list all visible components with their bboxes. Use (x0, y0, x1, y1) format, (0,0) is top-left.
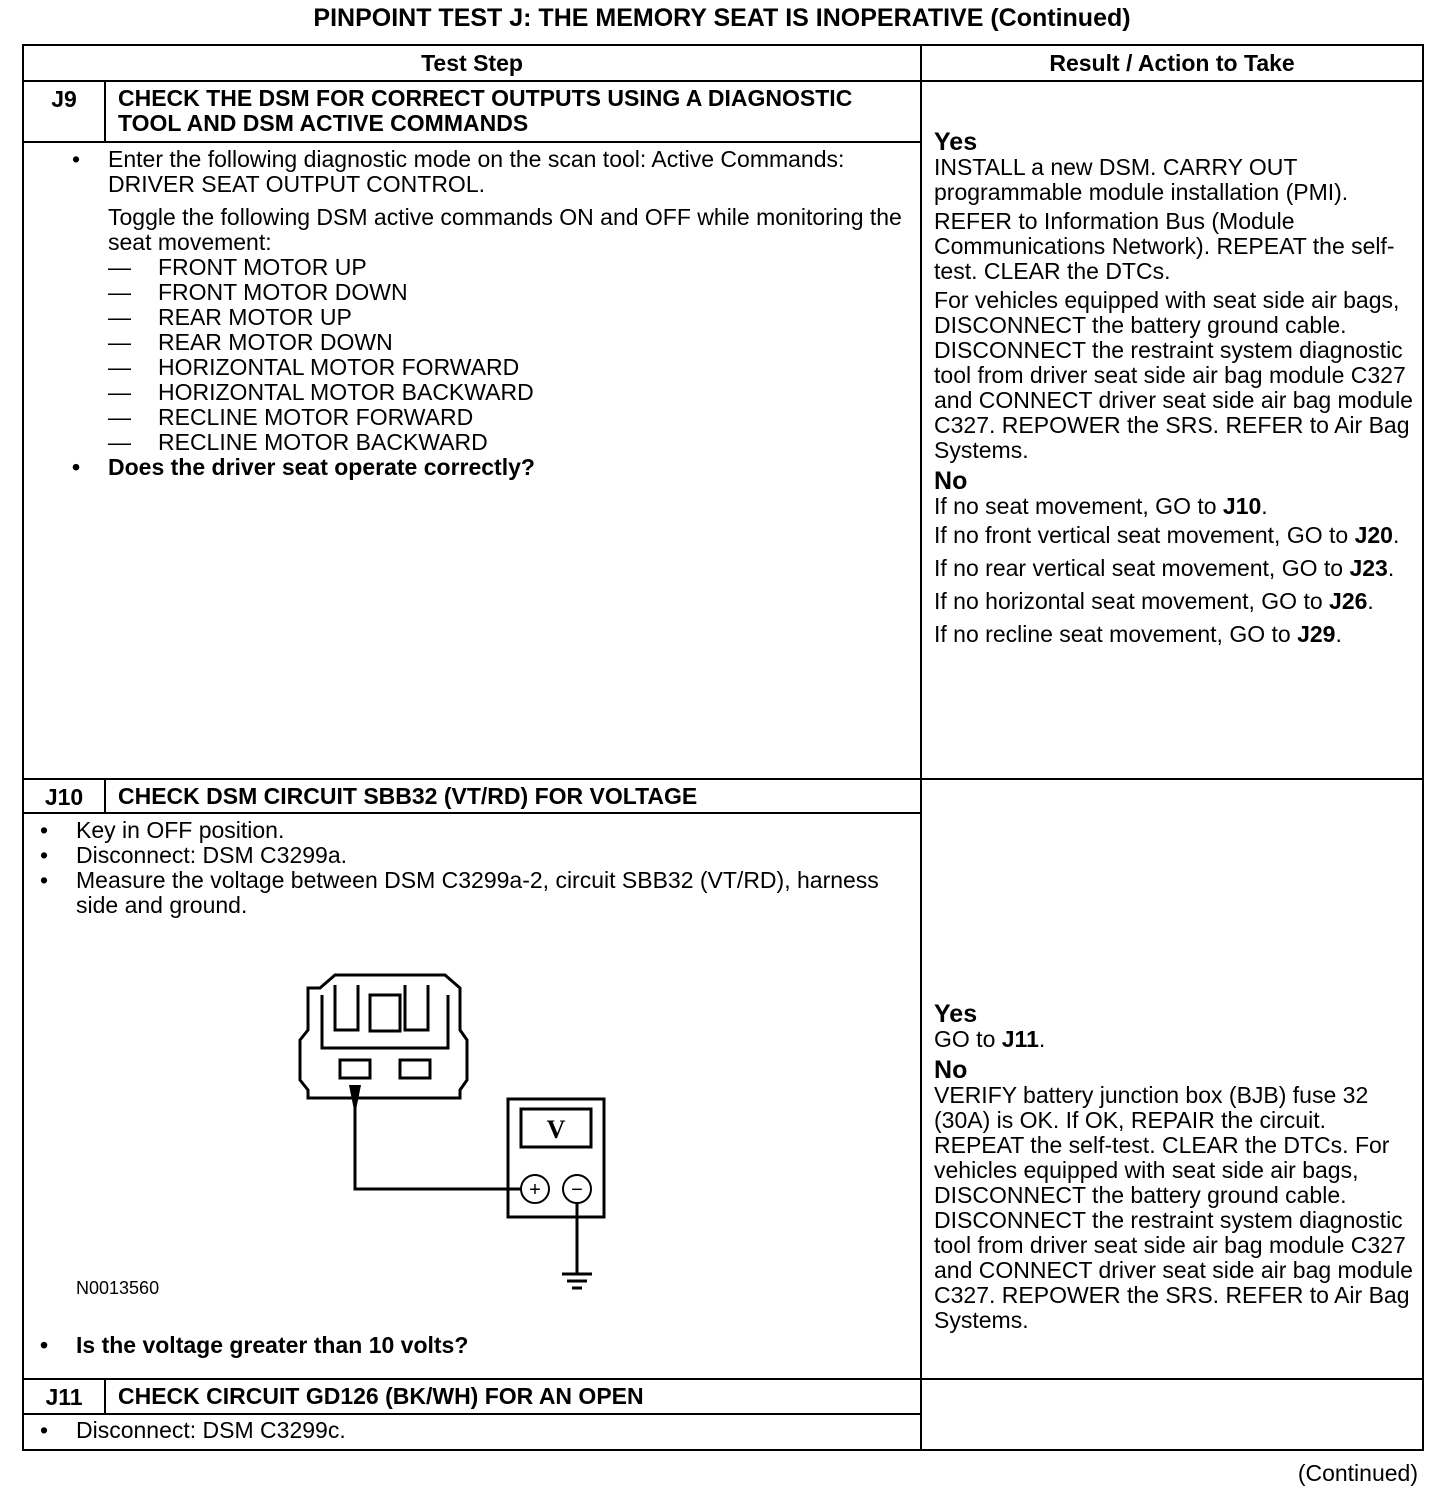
no-label: No (934, 1056, 968, 1084)
bullet-item: • Disconnect: DSM C3299c. (34, 1418, 910, 1443)
yes-item: GO to J11. (934, 1026, 1046, 1052)
bullet-item: • Enter the following diagnostic mode on the scan tool: Active Commands: DRIVER SEAT OUTPUT CONTROL. (66, 147, 910, 197)
step-title: CHECK DSM CIRCUIT SBB32 (VT/RD) FOR VOLTAGE (105, 779, 921, 813)
ground-icon (562, 1274, 592, 1288)
goto-link[interactable]: J23 (1349, 555, 1388, 581)
step-title: CHECK CIRCUIT GD126 (BK/WH) FOR AN OPEN (105, 1379, 921, 1414)
goto-link[interactable]: J10 (1222, 493, 1262, 519)
command-item: — REAR MOTOR UP (108, 305, 910, 330)
question: • Is the voltage greater than 10 volts? (34, 1333, 910, 1358)
command-item: — RECLINE MOTOR FORWARD (108, 405, 910, 430)
command-item: — FRONT MOTOR DOWN (108, 280, 910, 305)
command-item: — FRONT MOTOR UP (108, 255, 910, 280)
yes-label: Yes (934, 128, 978, 156)
step-id: J9 (23, 81, 105, 142)
no-item: If no horizontal seat movement, GO to J26. (934, 588, 1374, 614)
yes-label: Yes (934, 1000, 978, 1028)
step-id: J11 (23, 1379, 105, 1414)
no-label: No (934, 467, 968, 495)
instruction-para: Toggle the following DSM active commands ON and OFF while monitoring the seat movement: (108, 204, 902, 255)
goto-link[interactable]: J26 (1329, 588, 1368, 614)
continued-label: (Continued) (1297, 1460, 1418, 1486)
page-title: PINPOINT TEST J: THE MEMORY SEAT IS INOPERATIVE (Continued) (313, 4, 1131, 32)
yes-line: For vehicles equipped with seat side air bags, DISCONNECT the battery ground cable. DISCONNECT the restraint system diagnostic tool from driver seat side air bag module C327 and CONNECT driver seat side air bag module C327. REPOWER the SRS. REFER to Air Bag Systems. (934, 287, 1413, 463)
meter-label: V (546, 1115, 566, 1144)
command-item: — REAR MOTOR DOWN (108, 330, 910, 355)
yes-line: REFER to Information Bus (Module Communications Network). REPEAT the self-test. CLEAR the DTCs. (934, 208, 1395, 284)
no-item: If no front vertical seat movement, GO to J20. (934, 522, 1400, 548)
no-text: VERIFY battery junction box (BJB) fuse 32 (30A) is OK. If OK, REPAIR the circuit. REPEAT the self-test. CLEAR the DTCs. For vehicles equipped with seat side air bags, DISCONNECT the battery ground cable. DISCONNECT the restraint system diagnostic tool from driver seat side air bag module C327 and CONNECT driver seat side air bag module C327. REPOWER the SRS. REFER to Air Bag Systems. (934, 1082, 1413, 1333)
header-result: Result / Action to Take (921, 45, 1423, 81)
goto-link[interactable]: J29 (1297, 621, 1336, 647)
bullet-item: • Key in OFF position. (34, 818, 910, 843)
figure-code: N0013560 (76, 1278, 160, 1298)
probe-lead (355, 1098, 521, 1189)
step-title: CHECK THE DSM FOR CORRECT OUTPUTS USING A DIAGNOSTIC TOOL AND DSM ACTIVE COMMANDS (105, 81, 921, 142)
plus-sign: + (529, 1179, 541, 1201)
command-item: — HORIZONTAL MOTOR BACKWARD (108, 380, 910, 405)
goto-link[interactable]: J20 (1354, 522, 1393, 548)
no-item: If no seat movement, GO to J10. (934, 493, 1268, 519)
header-test-step: Test Step (23, 45, 921, 81)
bullet-item: • Measure the voltage between DSM C3299a-2, circuit SBB32 (VT/RD), harness side and ground. (34, 868, 910, 918)
command-item: — RECLINE MOTOR BACKWARD (108, 430, 910, 455)
bullet-item: • Disconnect: DSM C3299a. (34, 843, 910, 868)
question: • Does the driver seat operate correctly? (66, 455, 910, 480)
goto-link[interactable]: J11 (1001, 1026, 1039, 1052)
yes-line: INSTALL a new DSM. CARRY OUT programmable module installation (PMI). (934, 154, 1349, 205)
no-item: If no rear vertical seat movement, GO to J23. (934, 555, 1395, 581)
minus-sign: − (571, 1179, 583, 1201)
command-item: — HORIZONTAL MOTOR FORWARD (108, 355, 910, 380)
probe-tip-icon (349, 1085, 361, 1115)
step-id: J10 (23, 779, 105, 813)
connector-c3299a-icon (300, 975, 467, 1098)
no-item: If no recline seat movement, GO to J29. (934, 621, 1342, 647)
